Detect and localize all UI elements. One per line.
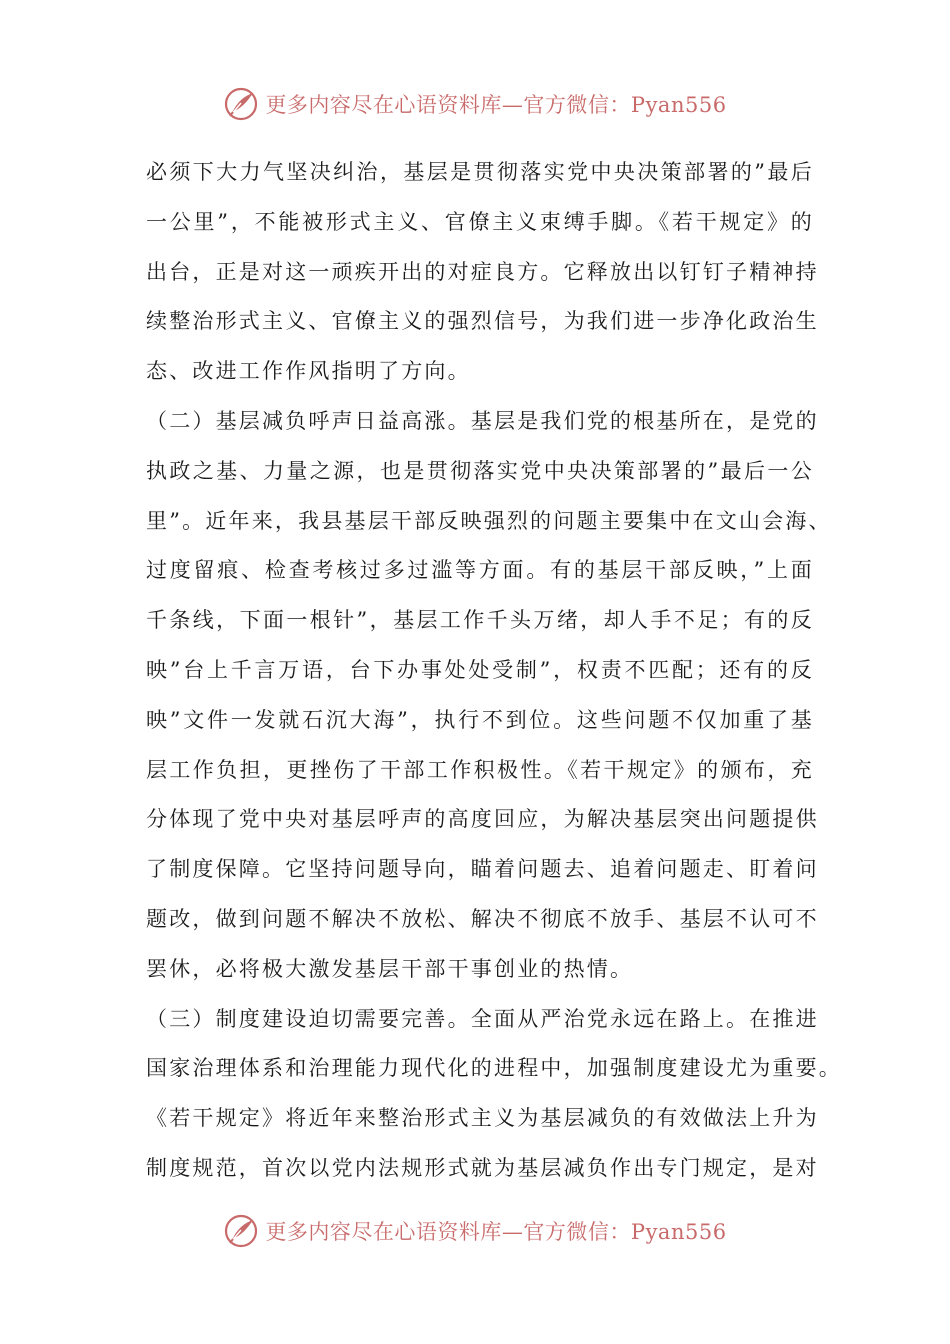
header-banner [0,84,950,124]
text-line: 国家治理体系和治理能力现代化的进程中，加强制度建设尤为重要。 [146,1056,842,1081]
text-line: 层工作负担，更挫伤了干部工作积极性。《若干规定》的颁布，充 [146,757,814,782]
banner-text: 更多内容尽在心语资料库—官方微信：Pyan556 [265,1220,727,1244]
text-line: （三）制度建设迫切需要完善。全面从严治党永远在路上。在推进 [146,1006,819,1031]
banner-text: 更多内容尽在心语资料库—官方微信：Pyan556 [265,93,727,117]
text-line: 态、改进工作作风指明了方向。 [146,359,471,384]
footer-banner [0,1211,950,1251]
document-body [146,148,842,1194]
text-line: 续整治形式主义、官僚主义的强烈信号，为我们进一步净化政治生 [146,309,819,334]
text-line: 过度留痕、检查考核过多过滥等方面。有的基层干部反映，”上面 [146,558,814,583]
text-line: 出台，正是对这一顽疾开出的对症良方。它释放出以钉钉子精神持 [146,259,819,284]
text-line: 映”文件一发就石沉大海”，执行不到位。这些问题不仅加重了基 [146,707,814,732]
text-line: 罢休，必将极大激发基层干部干事创业的热情。 [146,956,634,981]
text-line: 题改，做到问题不解决不放松、解决不彻底不放手、基层不认可不 [146,906,819,931]
text-line: 映”台上千言万语，台下办事处处受制”，权责不匹配；还有的反 [146,657,814,682]
text-line: 里”。近年来，我县基层干部反映强烈的问题主要集中在文山会海、 [146,508,832,533]
text-line: 执政之基、力量之源，也是贯彻落实党中央决策部署的”最后一公 [146,458,814,483]
text-line: 一公里”，不能被形式主义、官僚主义束缚手脚。《若干规定》的 [146,209,814,234]
text-line: 分体现了党中央对基层呼声的高度回应，为解决基层突出问题提供 [146,807,819,832]
feather-pen-logo-icon [223,86,259,122]
text-line: 必须下大力气坚决纠治，基层是贯彻落实党中央决策部署的”最后 [146,160,814,184]
text-line: 《若干规定》将近年来整治形式主义为基层减负的有效做法上升为 [146,1106,819,1131]
text-line: 了制度保障。它坚持问题导向，瞄着问题去、追着问题走、盯着问 [146,857,819,882]
text-line: 千条线，下面一根针”，基层工作千头万绪，却人手不足；有的反 [146,608,814,633]
text-line: 制度规范，首次以党内法规形式就为基层减负作出专门规定，是对 [146,1155,819,1180]
feather-pen-logo-icon [223,1213,259,1249]
text-line: （二）基层减负呼声日益高涨。基层是我们党的根基所在，是党的 [146,408,819,433]
